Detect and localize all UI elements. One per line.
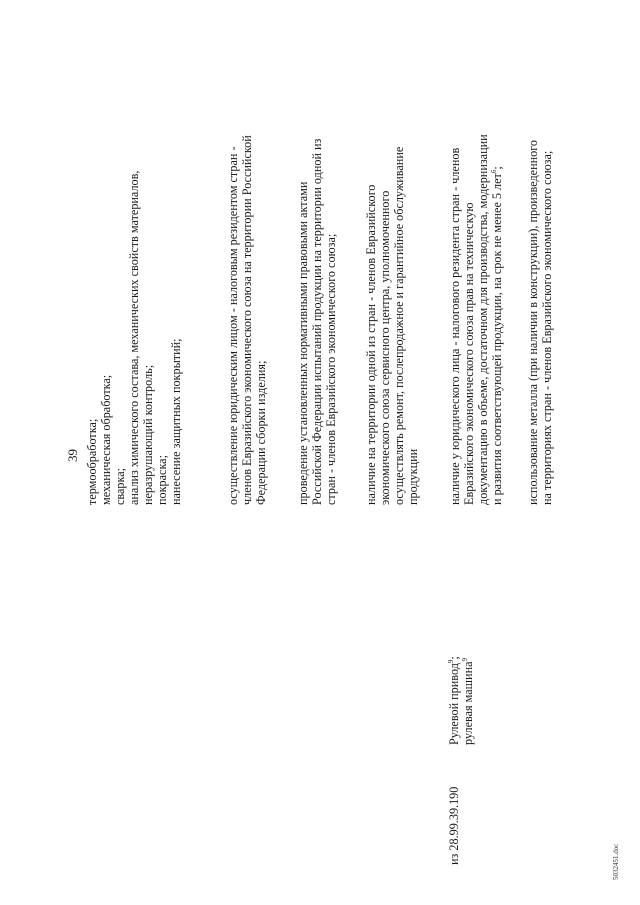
paragraph-line: использование металла (при наличии в конструкции), произведенного [526,140,540,505]
operation-line: покраска; [155,455,169,505]
paragraph-line: экономического союза сервисного центра, уполномоченного [378,190,392,505]
paragraph-line: продукции [406,448,420,505]
file-name-footer: 5032451.doc [612,843,620,880]
product-line-1 [447,615,461,745]
operation-line: механическая обработка; [99,374,113,505]
paragraph-line [490,134,504,505]
paragraph-line: наличие у юридического лица - налогового резидента стран - членов [448,147,462,505]
operation-line: анализ химического состава, механических свойств материалов, [127,170,141,505]
product-name-1: Рулевой привод [447,663,461,745]
paragraph-line: стран - членов Евразийского экономического союза; [324,233,338,505]
rights-block [448,134,504,505]
paragraph-line: документацию в объеме, достаточном для производства, модернизации [476,134,490,505]
product-tail: ; [447,656,461,660]
product-code: из 28.99.39.190 [447,786,461,865]
paragraph-line: Евразийского экономического союза прав на техническую [462,202,476,505]
paragraph-line: Российской Федерации испытаний продукции на территории одной из [310,138,324,505]
paragraph-line: Федерации сборки изделия; [254,360,268,505]
service-block [364,147,420,505]
metal-block [526,140,554,505]
rights-last-text: и развития соответствующей продукции, на срок не менее 5 лет [490,173,504,505]
paragraph-line: проведение установленных нормативными правовыми актами [296,181,310,505]
testing-block [296,139,338,505]
footnote-marker: 6 [490,169,498,174]
page-number: 39 [65,449,80,462]
paragraph-line: осуществление юридическим лицом - налоговым резидентом стран - [226,146,240,505]
product-name [447,615,487,745]
footnote-marker: 9 [461,657,469,662]
operation-line: неразрушающий контроль; [141,364,155,505]
operation-line: термообработка; [85,418,99,505]
requirements-column [85,5,555,505]
operations-block [85,171,183,505]
operation-line: нанесение защитных покрытий; [169,338,183,505]
operation-line: сварка; [113,467,127,505]
rights-last-tail: ; [490,166,504,170]
paragraph-line: членов Евразийского экономического союза на территории Российской [240,135,254,505]
residency-block [226,135,268,505]
paragraph-line: на территориях стран - членов Евразийского экономического союза; [540,150,554,505]
paragraph-line: наличие на территории одной из стран - членов Евразийского [364,184,378,505]
product-line-2 [461,615,475,745]
footnote-marker: 9 [447,659,455,664]
product-name-2: рулевая машина [461,661,475,745]
paragraph-line: осуществлять ремонт, послепродажное и гарантийное обслуживание [392,146,406,505]
